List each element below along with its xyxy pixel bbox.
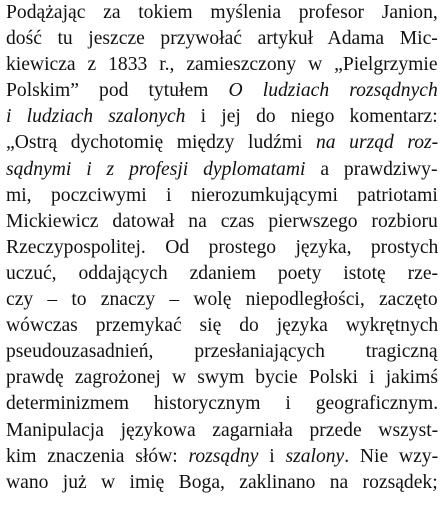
text-line	[6, 235, 440, 261]
text-span: uczuć, oddających zdaniem poety istotę rze-	[6, 262, 439, 284]
text-span: determinizmem historycznym i geograficznym.	[6, 393, 439, 415]
text-line	[6, 130, 440, 156]
text-span: a prawdziwy-	[305, 158, 438, 180]
text-span: Podążając za tokiem myślenia profesor Janion,	[6, 2, 438, 23]
italic-text-span: rozsądny	[188, 445, 259, 467]
text-span: . Nie wzy-	[344, 445, 439, 467]
text-line	[6, 26, 440, 52]
text-line	[6, 470, 440, 496]
italic-text-span: O ludziach rozsądnych	[228, 80, 438, 102]
text-span: dość tu jeszcze przywołać artykuł Adama Mic-	[6, 28, 438, 50]
text-line	[6, 444, 440, 470]
text-line	[6, 418, 440, 444]
text-page	[6, 0, 440, 496]
italic-text-span: i ludziach szalonych	[6, 106, 186, 128]
text-span: Mickiewicz datował na czas pierwszego rozbioru	[6, 210, 438, 232]
text-line	[6, 0, 440, 26]
text-span: kiewicza z 1833 r., zamieszczony w „Pielgrzymie	[6, 54, 438, 76]
text-span: Manipulacja językowa zagarniała przede wszyst-	[6, 419, 439, 441]
text-span: Rzeczypospolitej. Od prostego języka, prostych	[6, 236, 439, 258]
text-line	[6, 78, 440, 104]
italic-text-span: szalony	[285, 445, 345, 467]
text-line	[6, 104, 440, 130]
text-span: mi, poczciwymi i nierozumkującymi patriotami	[6, 184, 438, 206]
text-span: pseudouzasadnień, przesłaniających tragiczną	[6, 341, 438, 363]
text-span: „Ostrą dychotomię między ludźmi	[6, 132, 316, 154]
text-line	[6, 365, 440, 391]
text-span: prawdę zagrożonej w swym bycie Polski i jakimś	[6, 367, 438, 389]
italic-text-span: na urząd roz-	[316, 132, 439, 154]
text-line	[6, 391, 440, 417]
text-line	[6, 287, 440, 313]
text-line	[6, 183, 440, 209]
text-line	[6, 339, 440, 365]
text-line	[6, 209, 440, 235]
text-line	[6, 157, 440, 183]
text-line	[6, 52, 440, 78]
text-span: i	[258, 445, 286, 467]
text-span: czy – to znaczy – wolę niepodległości, zaczęto	[6, 289, 438, 311]
text-line	[6, 313, 440, 339]
text-span: i jej do niego komentarz:	[185, 106, 438, 128]
italic-text-span: sądnymi i z profesji dyplomatami	[6, 158, 306, 180]
text-span: wano już w imię Boga, zaklinano na rozsądek;	[6, 471, 438, 493]
text-span: wówczas przemykać się do języka wykrętnych	[6, 315, 439, 337]
text-line	[6, 261, 440, 287]
text-span: Polskim” pod tytułem	[6, 80, 229, 102]
text-span: kim znaczenia słów:	[6, 445, 189, 467]
